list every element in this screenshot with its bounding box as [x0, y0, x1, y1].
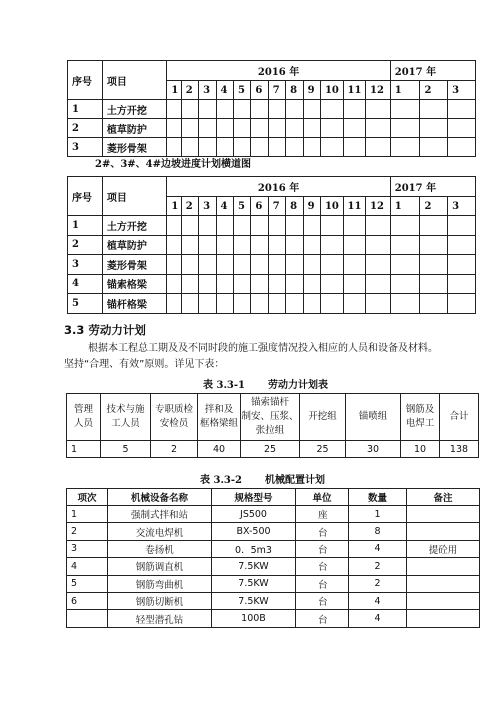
labor-header-line: 人员 [73, 418, 93, 429]
header-year-2016: 2016 年 [167, 61, 390, 81]
table-row [68, 100, 476, 119]
schedule-cell [286, 235, 303, 255]
table-row [67, 523, 480, 540]
header-year-2017: 2017 年 [390, 61, 475, 81]
table-row [68, 255, 476, 275]
month-2016-8: 8 [286, 197, 303, 216]
machine-caption [200, 471, 325, 486]
schedule-cell [420, 138, 448, 157]
schedule-cell [390, 235, 420, 255]
schedule-cell [303, 235, 320, 255]
schedule-cell [390, 138, 420, 157]
schedule-cell [181, 119, 198, 138]
month-2016-6: 6 [251, 197, 268, 216]
machine-cell: 台 [296, 540, 349, 557]
schedule-cell [366, 119, 391, 138]
schedule-cell [286, 119, 303, 138]
schedule-cell [268, 255, 285, 275]
labor-header-line: 开挖组 [308, 411, 337, 422]
paragraph-line-2: 坚持“合理、有效”原则。详见下表： [64, 359, 225, 370]
labor-value-cell: 30 [346, 441, 401, 458]
row-seq: 1 [68, 216, 103, 236]
labor-value-cell: 25 [241, 441, 300, 458]
schedule-cell [448, 255, 476, 275]
month-2017-1: 1 [390, 197, 420, 216]
schedule-cell [233, 274, 250, 294]
machine-cell: 台 [296, 575, 349, 592]
schedule-cell [420, 100, 448, 119]
schedule-cell [233, 235, 250, 255]
month-2016-6: 6 [251, 81, 268, 100]
schedule-cell [199, 138, 216, 157]
month-2016-2: 2 [181, 81, 198, 100]
schedule-cell [251, 100, 268, 119]
table-row [68, 119, 476, 138]
schedule-cell [343, 274, 366, 294]
schedule-cell [268, 100, 285, 119]
month-2016-9: 9 [303, 81, 320, 100]
machine-cell: 台 [296, 523, 349, 540]
machine-cell: 7.5KW [212, 575, 296, 592]
labor-header-cell [101, 394, 151, 441]
schedule-cell [366, 274, 391, 294]
schedule-cell [390, 119, 420, 138]
schedule-cell [216, 274, 233, 294]
month-2016-1: 1 [167, 197, 181, 216]
machine-cell: 7.5KW [212, 592, 296, 609]
schedule-cell [448, 216, 476, 236]
schedule-cell [390, 100, 420, 119]
machine-cell: 4 [67, 558, 108, 575]
header-item: 项目 [102, 177, 167, 216]
schedule-cell [268, 274, 285, 294]
schedule-cell [286, 216, 303, 236]
schedule-cell [233, 138, 250, 157]
month-2017-2: 2 [420, 197, 448, 216]
schedule-cell [233, 216, 250, 236]
schedule-cell [343, 100, 366, 119]
table-row [68, 216, 476, 236]
labor-value-cell: 2 [151, 441, 198, 458]
schedule-cell [303, 274, 320, 294]
schedule-cell [448, 138, 476, 157]
table-row [67, 506, 480, 523]
machine-cell: 2 [349, 575, 407, 592]
month-2016-12: 12 [366, 81, 391, 100]
schedule-cell [216, 138, 233, 157]
month-2016-5: 5 [233, 81, 250, 100]
schedule-cell [343, 294, 366, 314]
schedule-cell [233, 119, 250, 138]
month-2016-5: 5 [233, 197, 250, 216]
schedule-cell [181, 216, 198, 236]
schedule-cell [216, 216, 233, 236]
labor-caption [203, 376, 328, 391]
header-seq: 序号 [68, 61, 103, 100]
schedule-cell [199, 274, 216, 294]
row-item: 菱形骨架 [102, 255, 167, 275]
machine-header-cell: 项次 [67, 489, 108, 506]
schedule-cell [233, 255, 250, 275]
month-2016-3: 3 [199, 197, 216, 216]
machine-cell [407, 592, 480, 609]
machine-cell: JS500 [212, 506, 296, 523]
schedule-cell [286, 100, 303, 119]
labor-header-line: 锚喷组 [358, 411, 388, 422]
labor-header-line: 张拉组 [255, 425, 285, 436]
row-item: 锚杆格梁 [102, 294, 167, 314]
machine-header-row [67, 489, 480, 506]
schedule-cell [448, 235, 476, 255]
labor-caption-title: 劳动力计划表 [267, 380, 328, 391]
table-row [68, 294, 476, 314]
schedule-cell [448, 119, 476, 138]
machine-cell: 台 [296, 558, 349, 575]
row-item: 植草防护 [102, 235, 167, 255]
machine-cell: 座 [296, 506, 349, 523]
row-seq: 1 [68, 100, 103, 119]
schedule-cell [303, 119, 320, 138]
schedule-cell [251, 274, 268, 294]
schedule-cell [343, 119, 366, 138]
row-seq: 3 [68, 255, 103, 275]
machine-header-cell: 备注 [407, 489, 480, 506]
schedule-cell [199, 294, 216, 314]
schedule-cell [268, 216, 285, 236]
labor-value-cell: 5 [101, 441, 151, 458]
schedule-cell [251, 138, 268, 157]
schedule-cell [167, 100, 181, 119]
labor-header-cell [151, 394, 198, 441]
labor-caption-no: 表 3.3-1 [203, 380, 245, 391]
machine-cell: 100B [212, 610, 296, 627]
row-seq: 3 [68, 138, 103, 157]
machine-cell: 1 [67, 506, 108, 523]
month-2017-2: 2 [420, 81, 448, 100]
schedule-cell [320, 119, 343, 138]
labor-header-line: 合计 [449, 411, 469, 422]
month-2016-7: 7 [268, 197, 285, 216]
schedule-cell [303, 294, 320, 314]
schedule-cell [420, 294, 448, 314]
schedule-cell [167, 138, 181, 157]
month-2016-10: 10 [320, 81, 343, 100]
header-year-2017: 2017 年 [390, 177, 475, 197]
machine-cell: 4 [349, 592, 407, 609]
table-row [68, 138, 476, 157]
machine-header-cell: 规格型号 [212, 489, 296, 506]
schedule-cell [181, 138, 198, 157]
row-seq: 5 [68, 294, 103, 314]
month-2016-7: 7 [268, 81, 285, 100]
table-row [68, 235, 476, 255]
schedule-cell [320, 274, 343, 294]
machine-cell: 2 [349, 558, 407, 575]
table-row [67, 558, 480, 575]
schedule-caption-2: 2#、3#、4#边坡进度计划横道图 [95, 159, 252, 170]
machine-cell [407, 558, 480, 575]
schedule-cell [251, 255, 268, 275]
schedule-cell [251, 235, 268, 255]
schedule-table-1 [67, 60, 476, 157]
labor-value-cell: 40 [198, 441, 241, 458]
schedule-cell [343, 138, 366, 157]
labor-value-cell: 10 [401, 441, 440, 458]
schedule-cell [366, 255, 391, 275]
schedule-cell [181, 100, 198, 119]
schedule-cell [181, 235, 198, 255]
labor-header-row [67, 394, 479, 441]
labor-header-line: 锚索锚杆 [250, 397, 289, 408]
machine-cell: 钢筋调直机 [108, 558, 212, 575]
schedule-cell [343, 216, 366, 236]
row-item: 植草防护 [102, 119, 167, 138]
schedule-cell [390, 274, 420, 294]
schedule-cell [286, 294, 303, 314]
machine-cell: 4 [349, 610, 407, 627]
schedule-cell [420, 255, 448, 275]
schedule-cell [320, 100, 343, 119]
header-seq: 序号 [68, 177, 103, 216]
month-2016-2: 2 [181, 197, 198, 216]
machine-cell: 4 [349, 540, 407, 557]
machine-cell [407, 506, 480, 523]
schedule-cell [251, 119, 268, 138]
schedule-cell [216, 100, 233, 119]
schedule-cell [448, 294, 476, 314]
labor-header-line: 钢筋及 [405, 404, 435, 415]
schedule-cell [167, 255, 181, 275]
schedule-cell [286, 274, 303, 294]
labor-header-cell [440, 394, 479, 441]
labor-header-cell [346, 394, 401, 441]
labor-values-row [67, 441, 479, 458]
labor-header-line: 技术与施 [106, 404, 145, 415]
schedule-cell [286, 138, 303, 157]
labor-header-line: 管理 [73, 404, 93, 415]
machine-cell: 钢筋切断机 [108, 592, 212, 609]
month-2016-12: 12 [366, 197, 391, 216]
row-item: 菱形骨架 [102, 138, 167, 157]
machine-header-cell: 单位 [296, 489, 349, 506]
machine-cell: 卷扬机 [108, 540, 212, 557]
schedule-cell [366, 100, 391, 119]
schedule-cell [320, 216, 343, 236]
machine-cell: 提砼用 [407, 540, 480, 557]
labor-value-cell: 25 [300, 441, 346, 458]
labor-header-line: 工人员 [111, 418, 140, 429]
schedule-cell [216, 294, 233, 314]
schedule-cell [448, 274, 476, 294]
labor-header-line: 框格梁组 [199, 418, 238, 429]
machine-cell: 钢筋弯曲机 [108, 575, 212, 592]
schedule-cell [366, 294, 391, 314]
schedule-cell [448, 100, 476, 119]
schedule-cell [268, 294, 285, 314]
schedule-cell [216, 255, 233, 275]
month-2016-4: 4 [216, 81, 233, 100]
month-2016-3: 3 [199, 81, 216, 100]
row-seq: 4 [68, 274, 103, 294]
schedule-cell [303, 100, 320, 119]
machine-cell: 台 [296, 592, 349, 609]
schedule-cell [390, 255, 420, 275]
month-2016-1: 1 [167, 81, 181, 100]
section-paragraph [64, 341, 484, 373]
schedule-cell [420, 119, 448, 138]
machine-cell: 3 [67, 540, 108, 557]
schedule-cell [167, 216, 181, 236]
schedule-cell [303, 138, 320, 157]
machine-config-table [66, 488, 480, 628]
schedule-cell [366, 138, 391, 157]
machine-cell [407, 610, 480, 627]
month-2016-8: 8 [286, 81, 303, 100]
machine-caption-title: 机械配置计划 [264, 475, 325, 486]
machine-cell: 台 [296, 610, 349, 627]
section-heading: 3.3 劳动力计划 [64, 323, 146, 337]
month-2016-11: 11 [343, 197, 366, 216]
labor-header-line: 安检员 [159, 418, 189, 429]
schedule-cell [181, 274, 198, 294]
machine-cell: 1 [349, 506, 407, 523]
machine-cell: 5 [67, 575, 108, 592]
schedule-table-2 [67, 176, 476, 314]
table-row [67, 575, 480, 592]
schedule-cell [251, 294, 268, 314]
row-seq: 2 [68, 119, 103, 138]
schedule-cell [343, 255, 366, 275]
schedule-cell [216, 119, 233, 138]
labor-plan-table [66, 393, 479, 458]
schedule-cell [181, 294, 198, 314]
schedule-cell [216, 235, 233, 255]
machine-cell: 6 [67, 592, 108, 609]
schedule-cell [167, 294, 181, 314]
schedule-cell [390, 216, 420, 236]
month-2016-9: 9 [303, 197, 320, 216]
labor-header-cell [241, 394, 300, 441]
schedule-cell [268, 119, 285, 138]
month-2016-10: 10 [320, 197, 343, 216]
schedule-cell [233, 100, 250, 119]
header-item: 项目 [102, 61, 167, 100]
machine-caption-no: 表 3.3-2 [200, 475, 242, 486]
machine-cell [67, 610, 108, 627]
labor-header-line: 专职质检 [154, 404, 193, 415]
machine-cell: 8 [349, 523, 407, 540]
schedule-cell [320, 255, 343, 275]
row-item: 锚索格梁 [102, 274, 167, 294]
schedule-cell [320, 235, 343, 255]
machine-cell [407, 523, 480, 540]
schedule-cell [181, 255, 198, 275]
schedule-cell [233, 294, 250, 314]
labor-header-cell [67, 394, 101, 441]
machine-cell: 0．5m3 [212, 540, 296, 557]
table-row [68, 274, 476, 294]
machine-cell: 轻型潜孔钻 [108, 610, 212, 627]
machine-header-cell: 机械设备名称 [108, 489, 212, 506]
month-2016-4: 4 [216, 197, 233, 216]
schedule-cell [199, 119, 216, 138]
table-row [67, 540, 480, 557]
machine-cell: 2 [67, 523, 108, 540]
paragraph-line-1: 根据本工程总工期及及不同时段的施工强度情况投入相应的人员和设备及材料。 [88, 343, 438, 354]
schedule-cell [303, 216, 320, 236]
machine-cell [407, 575, 480, 592]
machine-header-cell: 数量 [349, 489, 407, 506]
month-2017-3: 3 [448, 197, 476, 216]
schedule-cell [199, 216, 216, 236]
schedule-cell [251, 216, 268, 236]
labor-header-cell [300, 394, 346, 441]
schedule-cell [286, 255, 303, 275]
table-row [67, 610, 480, 627]
labor-header-line: 拌和及 [204, 404, 234, 415]
schedule-cell [420, 235, 448, 255]
labor-header-line: 制安、压浆、 [241, 411, 299, 422]
row-seq: 2 [68, 235, 103, 255]
labor-header-cell [401, 394, 440, 441]
machine-cell: BX-500 [212, 523, 296, 540]
labor-header-cell [198, 394, 241, 441]
schedule-cell [320, 294, 343, 314]
schedule-cell [390, 294, 420, 314]
schedule-cell [303, 255, 320, 275]
row-item: 土方开挖 [102, 100, 167, 119]
schedule-cell [199, 235, 216, 255]
schedule-cell [420, 216, 448, 236]
machine-cell: 交流电焊机 [108, 523, 212, 540]
schedule-cell [343, 235, 366, 255]
schedule-cell [268, 235, 285, 255]
month-2017-3: 3 [448, 81, 476, 100]
schedule-cell [167, 274, 181, 294]
row-item: 土方开挖 [102, 216, 167, 236]
month-2016-11: 11 [343, 81, 366, 100]
schedule-cell [366, 216, 391, 236]
schedule-cell [420, 274, 448, 294]
schedule-cell [167, 235, 181, 255]
month-2017-1: 1 [390, 81, 420, 100]
labor-header-line: 电焊工 [405, 418, 435, 429]
schedule-cell [167, 119, 181, 138]
header-year-2016: 2016 年 [167, 177, 390, 197]
labor-value-cell: 138 [440, 441, 479, 458]
machine-cell: 强制式拌和站 [108, 506, 212, 523]
table-row [67, 592, 480, 609]
schedule-cell [268, 138, 285, 157]
labor-value-cell: 1 [67, 441, 101, 458]
schedule-cell [366, 235, 391, 255]
schedule-cell [199, 255, 216, 275]
schedule-cell [199, 100, 216, 119]
schedule-cell [320, 138, 343, 157]
machine-cell: 7.5KW [212, 558, 296, 575]
